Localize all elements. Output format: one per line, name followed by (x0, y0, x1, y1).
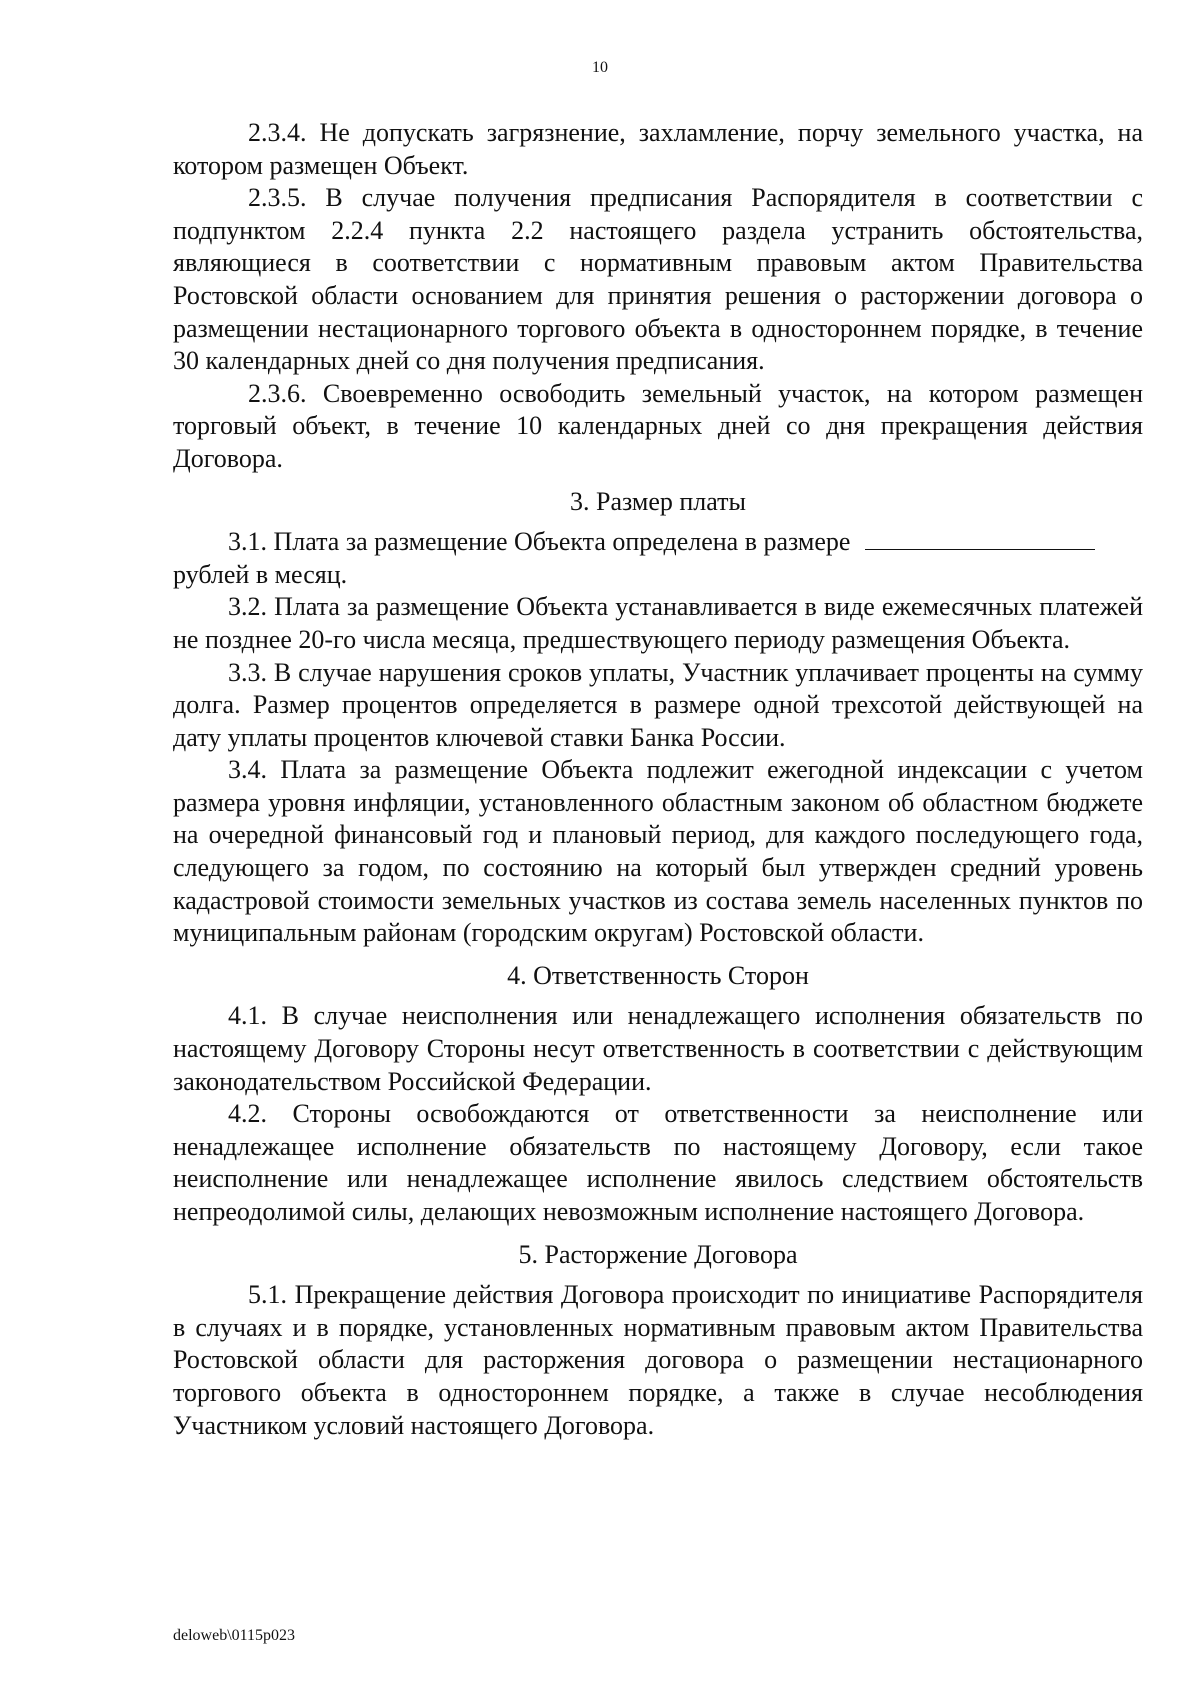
clause-3-1-unit: рублей в месяц. (173, 559, 348, 589)
section-heading-4: 4. Ответственность Сторон (507, 960, 809, 990)
clause-3-1 (173, 526, 1143, 591)
clause-3-2: 3.2. Плата за размещение Объекта устанавливается в виде ежемесячных платежей не позднее 20-го числа месяца, предшествующего периоду размещения Объекта. (173, 592, 1143, 654)
clause-4-2: 4.2. Стороны освобождаются от ответственности за неисполнение или ненадлежащее исполнение обязательств по настоящему Договору, если такое неисполнение или ненадлежащее исполнение явилось следствием обстоятельств непреодолимой силы, делающих невозможным исполнение настоящего Договора. (173, 1099, 1143, 1226)
clause-2-3-5: 2.3.5. В случае получения предписания Распорядителя в соответствии с подпунктом 2.2.4 пункта 2.2 настоящего раздела устранить обстоятельства, являющиеся в соответствии с нормативным правовым актом Правительства Ростовской области основанием для принятия решения о расторжении договора о размещении нестационарного торгового объекта в одностороннем порядке, в течение 30 календарных дней со дня получения предписания. (173, 183, 1143, 376)
clause-2-3-4: 2.3.4. Не допускать загрязнение, захламление, порчу земельного участка, на котором размещен Объект. (173, 118, 1143, 180)
clause-3-3: 3.3. В случае нарушения сроков уплаты, Участник уплачивает проценты на сумму долга. Размер процентов определяется в размере одной трехсотой действующей на дату уплаты процентов ключевой ставки Банка России. (173, 657, 1143, 752)
section-heading-5: 5. Расторжение Договора (518, 1239, 798, 1269)
page-number: 10 (592, 59, 608, 76)
clause-2-3-6: 2.3.6. Своевременно освободить земельный участок, на котором размещен торговый объект, в течение 10 календарных дней со дня прекращения действия Договора. (173, 378, 1143, 473)
section-heading-3: 3. Размер платы (570, 486, 746, 516)
document-footer-code: deloweb\0115p023 (173, 1627, 296, 1644)
clause-4-1: 4.1. В случае неисполнения или ненадлежащего исполнения обязательств по настоящему Договору Стороны несут ответственность в соответствии с действующим законодательством Российской Федерации. (173, 1001, 1143, 1096)
clause-3-4: 3.4. Плата за размещение Объекта подлежит ежегодной индексации с учетом размера уровня инфляции, установленного областным законом об областном бюджете на очередной финансовый год и плановый период, для каждого последующего года, следующего за годом, по состоянию на который был утвержден средний уровень кадастровой стоимости земельных участков из состава земель населенных пунктов по муниципальным районам (городским округам) Ростовской области. (173, 755, 1143, 948)
amount-blank-field (865, 527, 1095, 550)
clause-3-1-text: 3.1. Плата за размещение Объекта определена в размере (228, 527, 851, 557)
clause-5-1: 5.1. Прекращение действия Договора происходит по инициативе Распорядителя в случаях и в порядке, установленных нормативным правовым актом Правительства Ростовской области для расторжения договора о размещении нестационарного торгового объекта в одностороннем порядке, а также в случае несоблюдения Участником условий настоящего Договора. (173, 1280, 1143, 1440)
document-body (173, 117, 1143, 1442)
